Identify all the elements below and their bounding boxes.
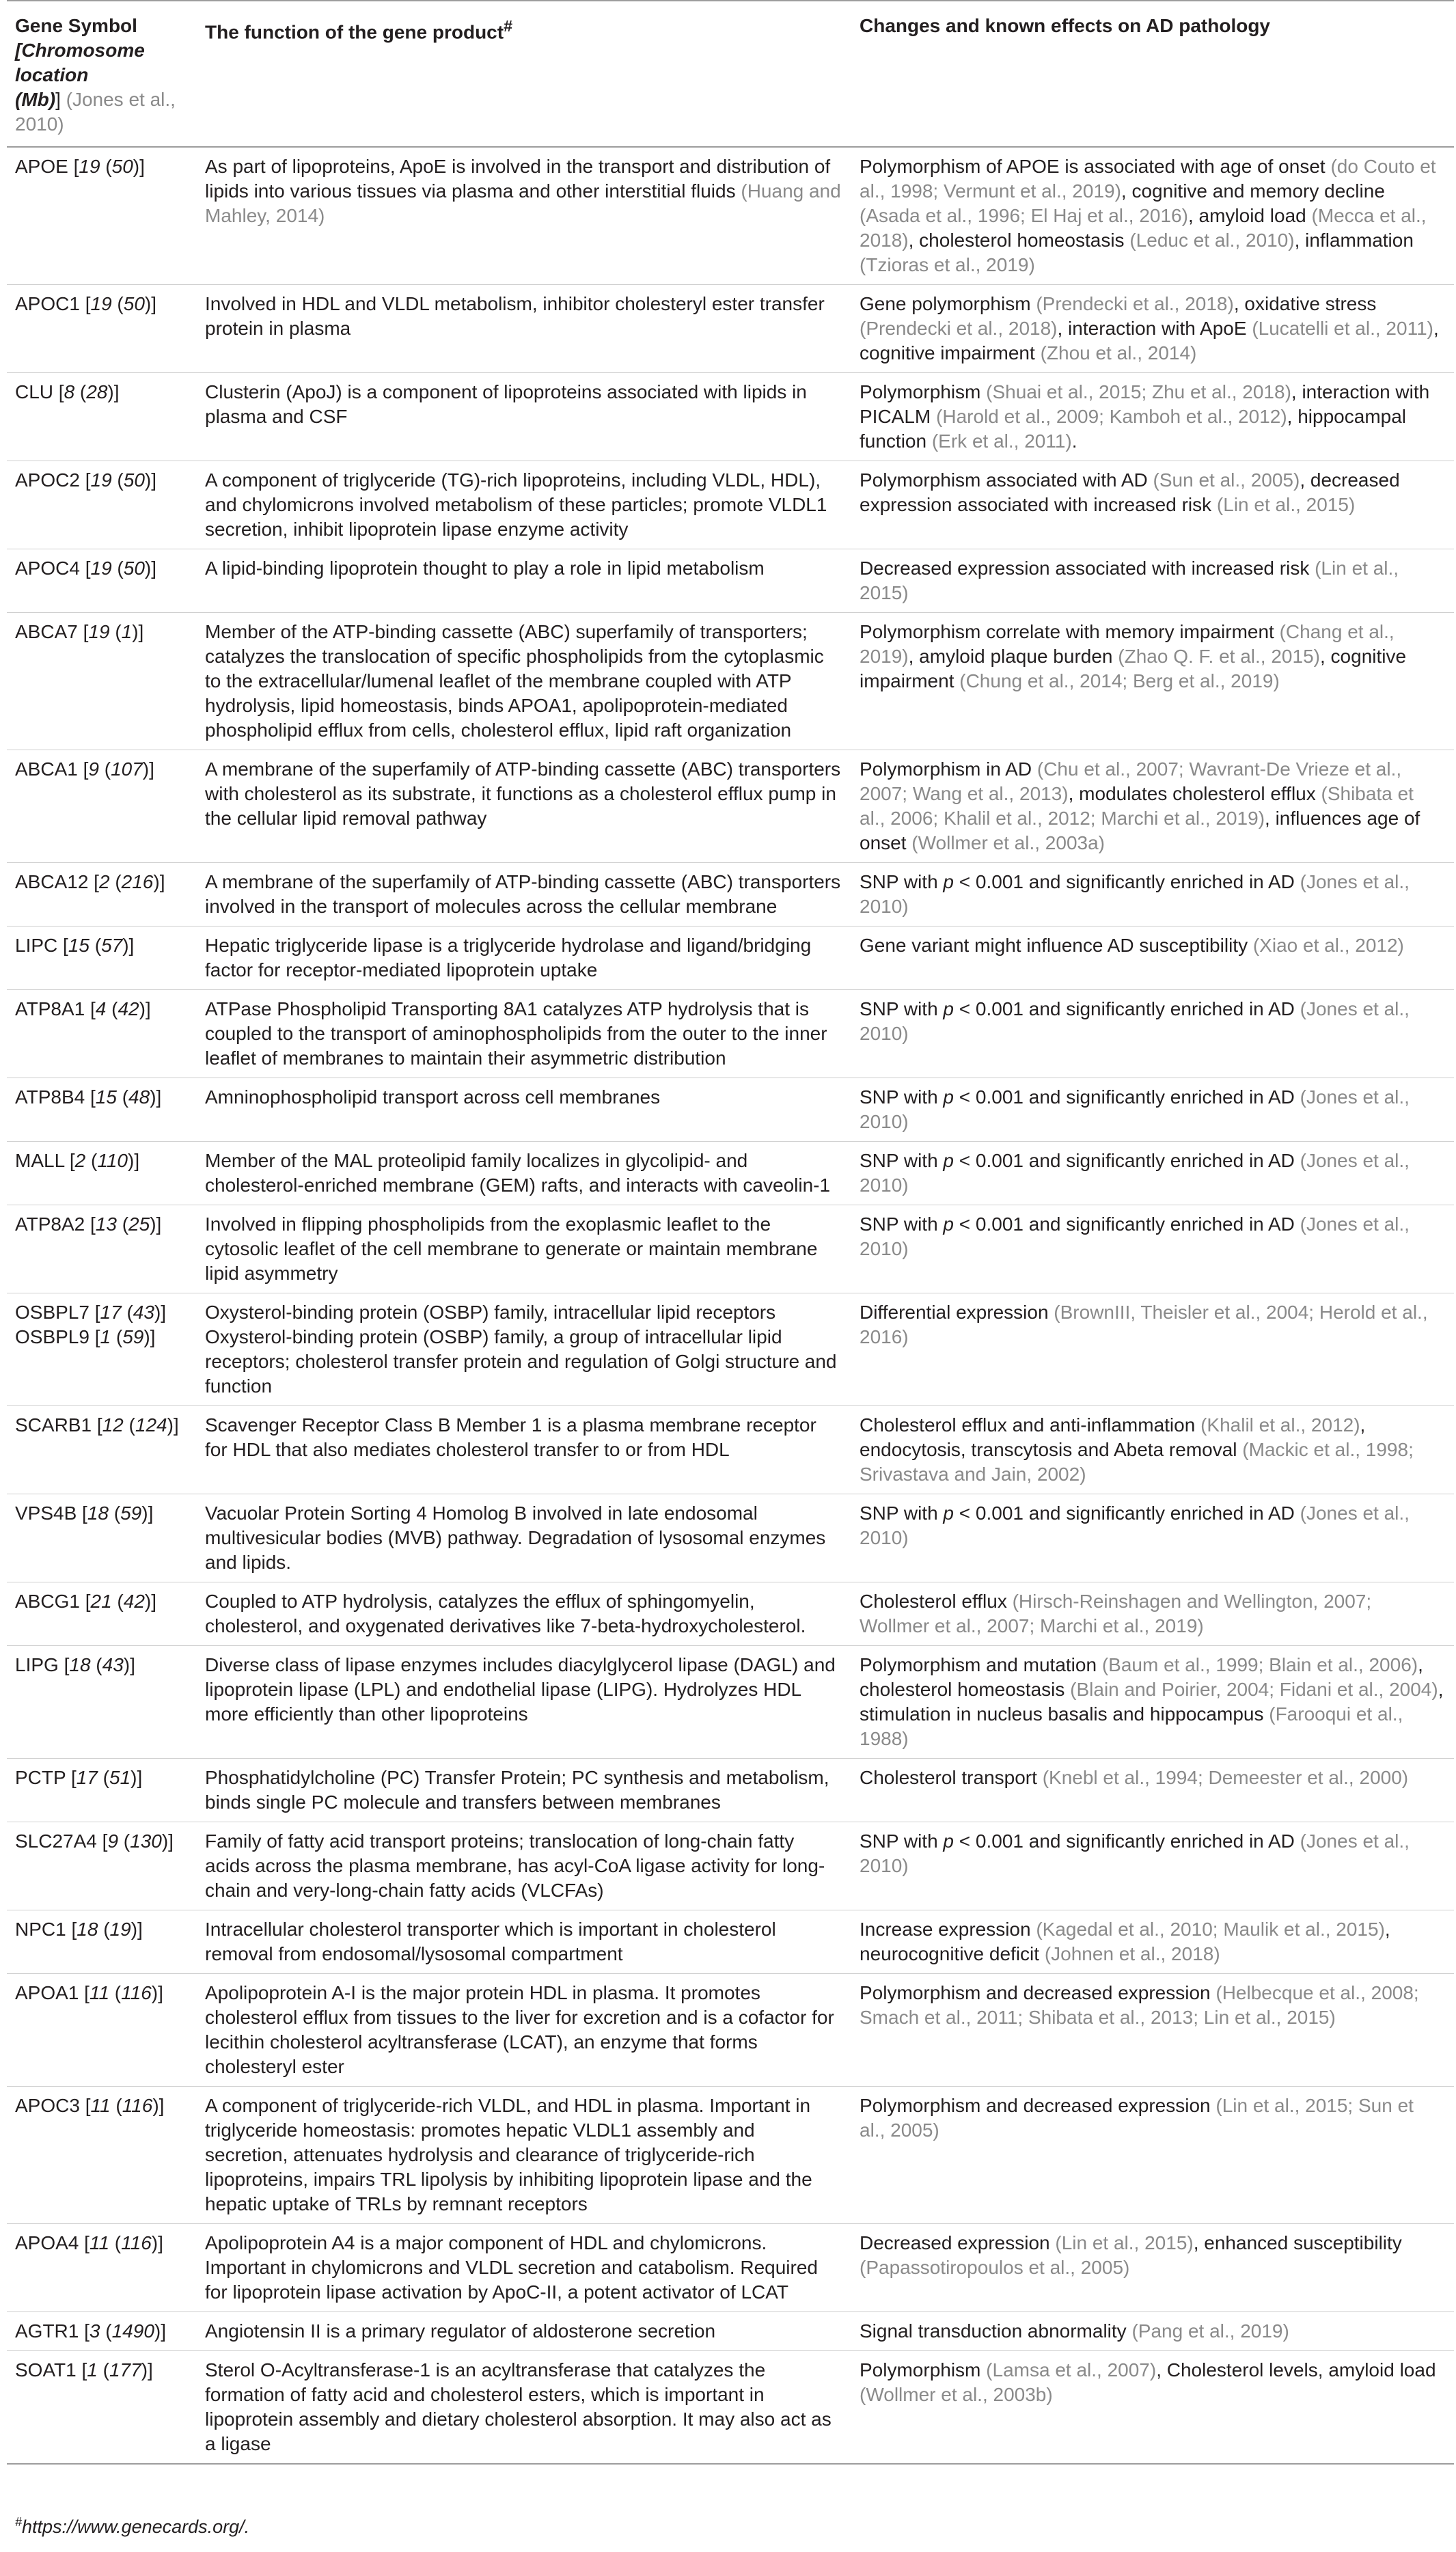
ad-effect-cell: Increase expression (Kagedal et al., 2010; Maulik et al., 2015), neurocognitive deficit (Johnen et al., 2018) <box>860 1919 1390 1964</box>
gene-symbol: APOA1 [11 (116)] <box>15 1982 163 2003</box>
gene-symbol-cell <box>7 1205 197 1293</box>
gene-symbol: ATP8B4 [15 (48)] <box>15 1086 162 1108</box>
gene-symbol-cell <box>7 1822 197 1910</box>
gene-function-cell: Intracellular cholesterol transporter which is important in cholesterol removal from endosomal/lysosomal compartment <box>205 1919 776 1964</box>
gene-function-cell: A component of triglyceride (TG)-rich lipoproteins, including VLDL, HDL), and chylomicrons involved metabolism of these particles; promote VLDL1 secretion, inhibit lipoprotein lipase enzyme activity <box>205 469 827 540</box>
ad-effect-cell: SNP with p < 0.001 and significantly enriched in AD (Jones et al., 2010) <box>860 1830 1410 1876</box>
gene-symbol: PCTP [17 (51)] <box>15 1767 143 1788</box>
table-row <box>7 1910 1454 1974</box>
footnote-mark: # <box>15 2515 23 2529</box>
gene-symbol-cell <box>7 927 197 990</box>
table-body <box>7 147 1454 2464</box>
footnote <box>15 2515 249 2538</box>
ad-effect-cell: Signal transduction abnormality (Pang et al., 2019) <box>860 2320 1289 2342</box>
ad-effect-cell: Polymorphism (Lamsa et al., 2007), Cholesterol levels, amyloid load (Wollmer et al., 2003b) <box>860 2359 1436 2405</box>
table-row <box>7 373 1454 461</box>
gene-symbol-cell <box>7 2312 197 2351</box>
ad-effect-cell: SNP with p < 0.001 and significantly enriched in AD (Jones et al., 2010) <box>860 1150 1410 1196</box>
table-row <box>7 1205 1454 1293</box>
gene-symbol: ATP8A2 [13 (25)] <box>15 1213 162 1235</box>
table-row <box>7 1646 1454 1759</box>
footnote-url: https://www.genecards.org/. <box>22 2516 250 2537</box>
ad-effect-cell: Differential expression (BrownIII, Theisler et al., 2004; Herold et al., 2016) <box>860 1302 1428 1347</box>
ad-effect-cell: Polymorphism (Shuai et al., 2015; Zhu et al., 2018), interaction with PICALM (Harold et al., 2009; Kamboh et al., 2012), hippocampal function (Erk et al., 2011). <box>860 381 1430 452</box>
ad-effect-cell: SNP with p < 0.001 and significantly enriched in AD (Jones et al., 2010) <box>860 871 1410 917</box>
gene-symbol: SCARB1 [12 (124)] <box>15 1414 179 1436</box>
table-header-row <box>7 1 1454 147</box>
header-citation: (Jones et al., 2010) <box>15 89 176 135</box>
header-footnote-mark: # <box>504 17 513 35</box>
ad-effect-cell: Decreased expression (Lin et al., 2015), enhanced susceptibility (Papassotiropoulos et al., 2005) <box>860 2232 1402 2278</box>
gene-function-cell: A component of triglyceride-rich VLDL, and HDL in plasma. Important in triglyceride homeostasis: promotes hepatic VLDL1 assembly and secretion, attenuates hydrolysis and clearance of triglyceride-rich lipoproteins, impairs TRL lipolysis by inhibiting lipoprotein lipase and the hepatic uptake of TRLs by remnant receptors <box>205 2095 812 2214</box>
table-row <box>7 990 1454 1078</box>
gene-symbol: ATP8A1 [4 (42)] <box>15 998 151 1019</box>
gene-symbol-cell <box>7 1494 197 1582</box>
gene-function-cell: A membrane of the superfamily of ATP-binding cassette (ABC) transporters with cholesterol as its substrate, it functions as a cholesterol efflux pump in the cellular lipid removal pathway <box>205 758 841 829</box>
gene-symbol-cell <box>7 750 197 863</box>
gene-function-cell: Diverse class of lipase enzymes includes diacylglycerol lipase (DAGL) and lipoprotein lipase (LPL) and endothelial lipase (LIPG). Hydrolyzes HDL more efficiently than other lipoproteins <box>205 1654 836 1725</box>
gene-function-cell: Oxysterol-binding protein (OSBP) family, intracellular lipid receptors Oxysterol-binding protein (OSBP) family, a group of intracellular lipid receptors; cholesterol transfer protein and regulation of Golgi structure and function <box>205 1302 837 1397</box>
gene-function-cell: As part of lipoproteins, ApoE is involved in the transport and distribution of lipids into various tissues via plasma and other interstitial fluids (Huang and Mahley, 2014) <box>205 156 841 226</box>
gene-function-cell: A membrane of the superfamily of ATP-binding cassette (ABC) transporters involved in the transport of molecules across the cellular membrane <box>205 871 841 917</box>
gene-symbol-cell <box>7 461 197 549</box>
ad-effect-cell: Polymorphism of APOE is associated with age of onset (do Couto et al., 1998; Vermunt et al., 2019), cognitive and memory decline (Asada et al., 1996; El Haj et al., 2016), amyloid load (Mecca et al., 2018), cholesterol homeostasis (Leduc et al., 2010), inflammation (Tzioras et al., 2019) <box>860 156 1436 275</box>
gene-symbol-cell <box>7 1759 197 1822</box>
gene-symbol: NPC1 [18 (19)] <box>15 1919 143 1940</box>
ad-effect-cell: Cholesterol transport (Knebl et al., 1994; Demeester et al., 2000) <box>860 1767 1409 1788</box>
header-function: The function of the gene product# <box>197 1 851 147</box>
gene-symbol-cell <box>7 1406 197 1494</box>
table-row <box>7 1822 1454 1910</box>
gene-function-cell: Member of the MAL proteolipid family localizes in glycolipid- and cholesterol-enriched membrane (GEM) rafts, and interacts with caveolin-1 <box>205 1150 831 1196</box>
gene-symbol-cell <box>7 613 197 750</box>
table-row <box>7 1078 1454 1142</box>
ad-effect-cell: Gene polymorphism (Prendecki et al., 2018), oxidative stress (Prendecki et al., 2018), interaction with ApoE (Lucatelli et al., 2011), cognitive impairment (Zhou et al., 2014) <box>860 293 1439 363</box>
ad-effect-cell: SNP with p < 0.001 and significantly enriched in AD (Jones et al., 2010) <box>860 1086 1410 1132</box>
table-row <box>7 1759 1454 1822</box>
gene-symbol-cell <box>7 1293 197 1406</box>
gene-function-cell: Angiotensin II is a primary regulator of aldosterone secretion <box>205 2320 716 2342</box>
gene-function-cell: Family of fatty acid transport proteins; translocation of long-chain fatty acids across the plasma membrane, has acyl-CoA ligase activity for long-chain and very-long-chain fatty acids (VLCFAs) <box>205 1830 825 1901</box>
table-row <box>7 1142 1454 1205</box>
ad-effect-cell: SNP with p < 0.001 and significantly enriched in AD (Jones et al., 2010) <box>860 1503 1410 1548</box>
gene-symbol: ABCA12 [2 (216)] <box>15 871 165 892</box>
gene-symbol: SOAT1 [1 (177)] <box>15 2359 153 2381</box>
gene-function-cell: Apolipoprotein A4 is a major component of HDL and chylomicrons. Important in chylomicrons and VLDL secretion and catabolism. Required for lipoprotein lipase activation by ApoC-II, a potent activator of LCAT <box>205 2232 818 2303</box>
gene-symbol: MALL [2 (110)] <box>15 1150 140 1171</box>
gene-symbol: ABCA7 [19 (1)] <box>15 621 144 642</box>
gene-function-cell: Scavenger Receptor Class B Member 1 is a plasma membrane receptor for HDL that also mediates cholesterol transfer to or from HDL <box>205 1414 816 1460</box>
gene-symbol-cell <box>7 147 197 285</box>
table-row <box>7 285 1454 373</box>
header-gene-label: Gene Symbol <box>15 15 137 36</box>
gene-function-cell: Involved in HDL and VLDL metabolism, inhibitor cholesteryl ester transfer protein in plasma <box>205 293 825 339</box>
gene-function-cell: Apolipoprotein A-I is the major protein HDL in plasma. It promotes cholesterol efflux from tissues to the liver for excretion and is a cofactor for lecithin cholesterol acyltransferase (LCAT), an enzyme that forms cholesteryl ester <box>205 1982 834 2077</box>
gene-symbol: OSBPL9 [1 (59)] <box>15 1326 156 1347</box>
gene-symbol-cell <box>7 1078 197 1142</box>
gene-symbol-cell <box>7 373 197 461</box>
gene-function-cell: Coupled to ATP hydrolysis, catalyzes the efflux of sphingomyelin, cholesterol, and oxygenated derivatives like 7-beta-hydroxycholesterol. <box>205 1591 806 1636</box>
ad-effect-cell: Polymorphism in AD (Chu et al., 2007; Wavrant-De Vrieze et al., 2007; Wang et al., 2013), modulates cholesterol efflux (Shibata et al., 2006; Khalil et al., 2012; Marchi et al., 2019), influences age of onset (Wollmer et al., 2003a) <box>860 758 1420 853</box>
gene-function-cell: Vacuolar Protein Sorting 4 Homolog B involved in late endosomal multivesicular bodies (MVB) pathway. Degradation of lysosomal enzymes and lipids. <box>205 1503 826 1573</box>
ad-effect-cell: SNP with p < 0.001 and significantly enriched in AD (Jones et al., 2010) <box>860 998 1410 1044</box>
table-row <box>7 549 1454 613</box>
gene-symbol: APOC1 [19 (50)] <box>15 293 157 314</box>
table-row <box>7 2351 1454 2465</box>
gene-function-cell: Clusterin (ApoJ) is a component of lipoproteins associated with lipids in plasma and CSF <box>205 381 807 427</box>
ad-effect-cell: Polymorphism correlate with memory impairment (Chang et al., 2019), amyloid plaque burden (Zhao Q. F. et al., 2015), cognitive impairment (Chung et al., 2014; Berg et al., 2019) <box>860 621 1407 691</box>
gene-function-cell: Member of the ATP-binding cassette (ABC) superfamily of transporters; catalyzes the translocation of specific phospholipids from the cytoplasmic to the extracellular/lumenal leaflet of the membrane coupled with ATP hydrolysis, lipid homeostasis, binds APOA1, apolipoprotein-mediated phospholipid efflux from cells, cholesterol efflux, lipid raft organization <box>205 621 824 741</box>
gene-function-cell: Phosphatidylcholine (PC) Transfer Protein; PC synthesis and metabolism, binds single PC molecule and transfers between membranes <box>205 1767 829 1813</box>
gene-symbol-cell <box>7 2224 197 2312</box>
ad-effect-cell: Polymorphism and decreased expression (Helbecque et al., 2008; Smach et al., 2011; Shibata et al., 2013; Lin et al., 2015) <box>860 1982 1419 2028</box>
gene-symbol-cell <box>7 549 197 613</box>
table-row <box>7 927 1454 990</box>
gene-symbol: APOC4 [19 (50)] <box>15 558 157 579</box>
gene-function-cell: Involved in flipping phospholipids from the exoplasmic leaflet to the cytosolic leaflet of the cell membrane to generate or maintain membrane lipid asymmetry <box>205 1213 818 1284</box>
gene-symbol: LIPG [18 (43)] <box>15 1654 135 1675</box>
ad-effect-cell: Polymorphism associated with AD (Sun et al., 2005), decreased expression associated with increased risk (Lin et al., 2015) <box>860 469 1400 515</box>
gene-symbol-cell <box>7 1142 197 1205</box>
gene-symbol-cell <box>7 1646 197 1759</box>
gene-symbol: OSBPL7 [17 (43)] <box>15 1302 167 1323</box>
table-row <box>7 1406 1454 1494</box>
gene-symbol: CLU [8 (28)] <box>15 381 120 402</box>
gene-symbol: VPS4B [18 (59)] <box>15 1503 154 1524</box>
ad-effect-cell: Decreased expression associated with increased risk (Lin et al., 2015) <box>860 558 1399 603</box>
gene-symbol-cell <box>7 863 197 927</box>
table-row <box>7 147 1454 285</box>
gene-table <box>7 0 1454 2465</box>
table-row <box>7 2087 1454 2224</box>
gene-symbol: ABCA1 [9 (107)] <box>15 758 154 780</box>
gene-symbol-cell <box>7 285 197 373</box>
table-row <box>7 2224 1454 2312</box>
gene-symbol: APOA4 [11 (116)] <box>15 2232 163 2253</box>
gene-symbol: APOC3 [11 (116)] <box>15 2095 165 2116</box>
gene-symbol: LIPC [15 (57)] <box>15 935 135 956</box>
table-row <box>7 1293 1454 1406</box>
gene-symbol: SLC27A4 [9 (130)] <box>15 1830 174 1852</box>
ad-effect-cell: Cholesterol efflux and anti-inflammation (Khalil et al., 2012), endocytosis, transcytosis and Abeta removal (Mackic et al., 1998; Srivastava and Jain, 2002) <box>860 1414 1414 1485</box>
gene-symbol-cell <box>7 2087 197 2224</box>
gene-function-cell: A lipid-binding lipoprotein thought to play a role in lipid metabolism <box>205 558 765 579</box>
gene-function-cell: Hepatic triglyceride lipase is a triglyceride hydrolase and ligand/bridging factor for receptor-mediated lipoprotein uptake <box>205 935 812 980</box>
table-row <box>7 1494 1454 1582</box>
gene-symbol-cell <box>7 1910 197 1974</box>
table-row <box>7 613 1454 750</box>
ad-effect-cell: SNP with p < 0.001 and significantly enriched in AD (Jones et al., 2010) <box>860 1213 1410 1259</box>
header-chrom-label: [Chromosome location <box>15 40 145 85</box>
header-effects: Changes and known effects on AD pathology <box>851 1 1454 147</box>
header-gene-symbol: Gene Symbol [Chromosome location (Mb)] (Jones et al., 2010) <box>7 1 197 147</box>
ad-effect-cell: Polymorphism and mutation (Baum et al., 1999; Blain et al., 2006), cholesterol homeostasis (Blain and Poirier, 2004; Fidani et al., 2004), stimulation in nucleus basalis and hippocampus (Farooqui et al., 1988) <box>860 1654 1444 1749</box>
table-row <box>7 1582 1454 1646</box>
table-row <box>7 461 1454 549</box>
gene-symbol: AGTR1 [3 (1490)] <box>15 2320 167 2342</box>
ad-effect-cell: Gene variant might influence AD susceptibility (Xiao et al., 2012) <box>860 935 1404 956</box>
table-row <box>7 750 1454 863</box>
table-row <box>7 863 1454 927</box>
table-row <box>7 1974 1454 2087</box>
gene-function-cell: ATPase Phospholipid Transporting 8A1 catalyzes ATP hydrolysis that is coupled to the transport of aminophospholipids from the outer to the inner leaflet of membranes to maintain their asymmetric distribution <box>205 998 827 1069</box>
gene-symbol-cell <box>7 2351 197 2465</box>
gene-symbol-cell <box>7 1582 197 1646</box>
gene-symbol: APOE [19 (50)] <box>15 156 145 177</box>
ad-effect-cell: Polymorphism and decreased expression (Lin et al., 2015; Sun et al., 2005) <box>860 2095 1414 2141</box>
gene-function-cell: Amninophospholipid transport across cell membranes <box>205 1086 661 1108</box>
gene-symbol: APOC2 [19 (50)] <box>15 469 157 491</box>
gene-symbol-cell <box>7 990 197 1078</box>
gene-function-cell: Sterol O-Acyltransferase-1 is an acyltransferase that catalyzes the formation of fatty acid and cholesterol esters, which is important in lipoprotein assembly and dietary cholesterol absorption. It may also act as a ligase <box>205 2359 832 2454</box>
ad-effect-cell: Cholesterol efflux (Hirsch-Reinshagen and Wellington, 2007; Wollmer et al., 2007; Marchi et al., 2019) <box>860 1591 1372 1636</box>
table-row <box>7 2312 1454 2351</box>
gene-symbol: ABCG1 [21 (42)] <box>15 1591 157 1612</box>
gene-symbol-cell <box>7 1974 197 2087</box>
